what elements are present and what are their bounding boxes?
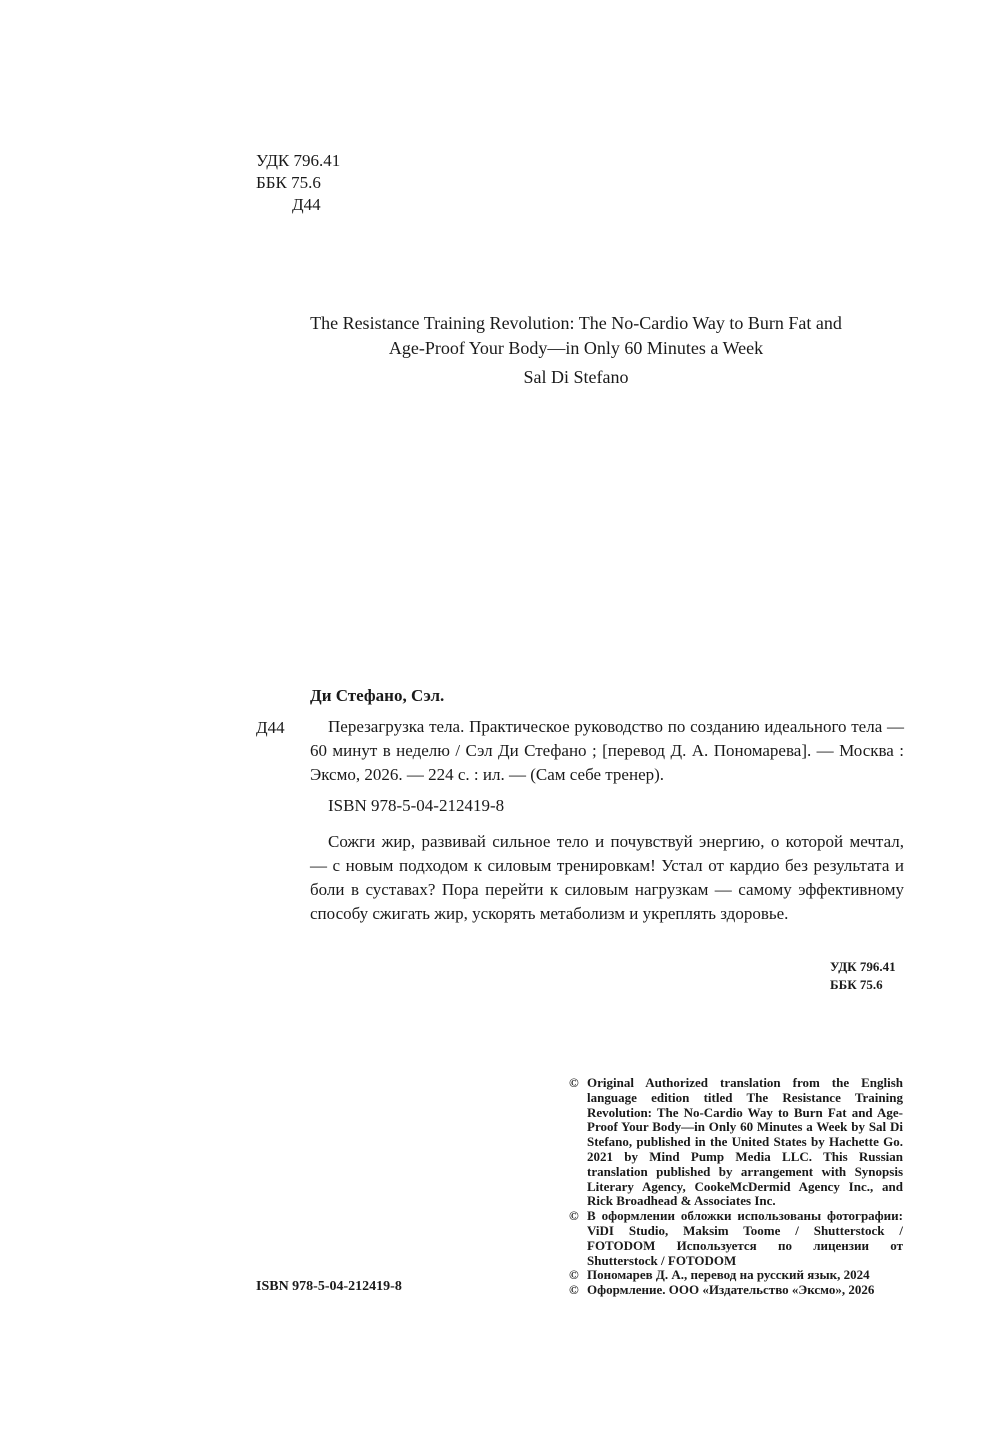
udk-code: УДК 796.41 <box>256 151 341 170</box>
original-title-line1: The Resistance Training Revolution: The No-Cardio Way to Burn Fat and <box>310 313 842 333</box>
original-author: Sal Di Stefano <box>523 367 629 387</box>
bibliographic-description: Перезагрузка тела. Практическое руководство по созданию идеального тела — 60 минут в неделю / Сэл Ди Стефано ; [перевод Д. А. Пономарева]. — Москва : Эксмо, 2026. — 224 с. : ил. — (Сам себе тренер). <box>310 717 904 784</box>
annotation: Сожги жир, развивай сильное тело и почувствуй энергию, о которой мечтал, — с новым подходом к силовым тренировкам! Устал от кардио без результата и боли в суставах? Пора перейти к силовым нагрузкам — самому эффективному способу сжигать жир, ускорять метаболизм и укреплять здоровье. <box>310 832 904 923</box>
catalog-bbk: ББК 75.6 <box>830 977 883 992</box>
copyright-item <box>569 1076 903 1209</box>
catalog-isbn: ISBN 978-5-04-212419-8 <box>328 796 505 815</box>
bbk-code: ББК 75.6 <box>256 173 321 192</box>
copyright-symbol: © <box>569 1282 579 1298</box>
copyright-item <box>569 1268 903 1283</box>
copyright-text: В оформлении обложки использованы фотографии: ViDI Studio, Maksim Toome / Shutterstock / FOTODOM Используется по лицензии от Shutterstock / FOTODOM <box>587 1208 903 1268</box>
original-title-line2: Age-Proof Your Body—in Only 60 Minutes a Week <box>388 338 764 358</box>
copyright-symbol: © <box>569 1075 579 1090</box>
catalog-author-heading: Ди Стефано, Сэл. <box>310 686 445 705</box>
original-title-block <box>256 311 896 390</box>
copyright-text: Original Authorized translation from the English language edition titled The Resistance Training Revolution: The No-Cardio Way to Burn Fat and Age-Proof Your Body—in Only 60 Minutes a Week by Sal Di Stefano, published in the United States by Hachette Go. 2021 by Mind Pump Media LLC. This Russian translation published by arrangement with Synopsis Literary Agency, CookeMcDermid Agency Inc., and Rick Broadhead & Associates Inc. <box>587 1075 903 1209</box>
footer-isbn: ISBN 978-5-04-212419-8 <box>256 1279 402 1294</box>
copyright-symbol: © <box>569 1208 579 1224</box>
catalog-mark: Д44 <box>256 718 285 737</box>
classification-codes <box>256 150 340 216</box>
copyright-item <box>569 1209 903 1268</box>
copyright-symbol: © <box>569 1267 579 1283</box>
author-mark: Д44 <box>292 195 321 214</box>
copyright-text: Оформление. ООО «Издательство «Эксмо», 2026 <box>587 1282 875 1298</box>
copyright-item <box>569 1283 903 1298</box>
catalog-codes <box>830 958 896 994</box>
catalog-udk: УДК 796.41 <box>830 959 896 974</box>
copyright-block <box>569 1076 903 1298</box>
copyright-text: Пономарев Д. А., перевод на русский язык, 2024 <box>587 1267 870 1283</box>
